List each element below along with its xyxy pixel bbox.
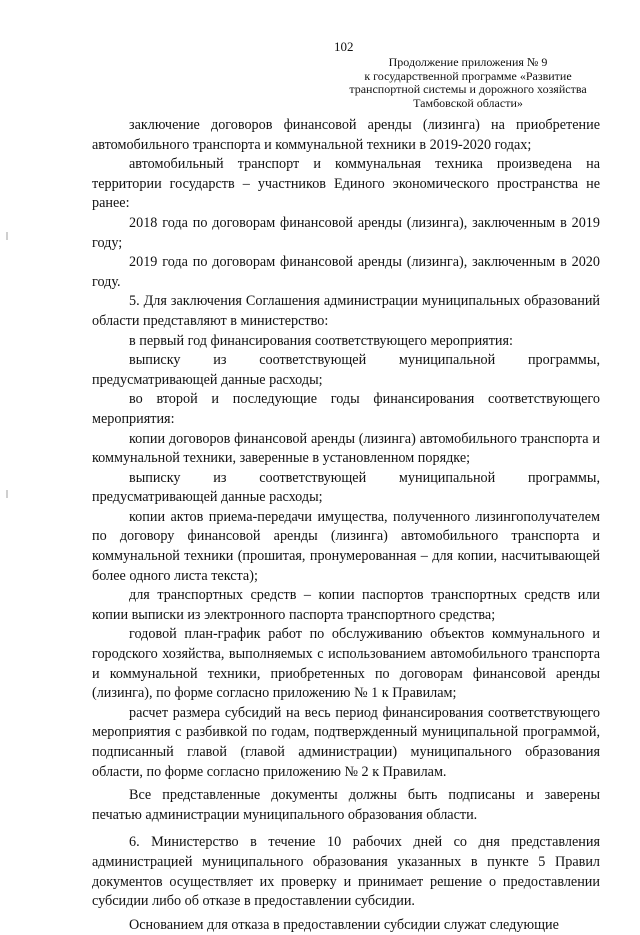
header-line: Продолжение приложения № 9 <box>388 55 548 69</box>
header-line: транспортной системы и дорожного хозяйства <box>349 82 587 97</box>
paragraph: расчет размера субсидий на весь период финансирования соответствующего мероприятия с разбивкой по годам, подтвержденный муниципальной программой, подписанный главой (главой администрации) муниципального образования области, по форме согласно приложению № 2 к Правилам. <box>92 704 600 780</box>
paragraph: автомобильный транспорт и коммунальная техника произведена на территории государств – участников Единого экономического пространства не ранее: <box>92 156 600 212</box>
scan-margin-mark <box>6 490 8 498</box>
paragraph: выписку из соответствующей муниципальной программы, предусматривающей данные расходы; <box>92 352 600 388</box>
scan-margin-mark <box>6 232 8 240</box>
header-line: Тамбовской области» <box>413 95 523 110</box>
paragraph: 2019 года по договорам финансовой аренды (лизинга), заключенным в 2020 году. <box>92 254 600 290</box>
paragraph: 6. Министерство в течение 10 рабочих дней со дня представления администрацией муниципального образования указанных в пункте 5 Правил документов осуществляет их проверку и принимает решение о предоставлении субсидии либо об отказе в предоставлении субсидии. <box>92 834 600 910</box>
page-number: 102 <box>334 39 354 54</box>
paragraph: 5. Для заключения Соглашения администрации муниципальных образований области представляют в министерство: <box>92 293 600 329</box>
paragraph: копии договоров финансовой аренды (лизинга) автомобильного транспорта и коммунальной техники, заверенные в установленном порядке; <box>92 430 600 467</box>
paragraph: копии актов приема-передачи имущества, полученного лизингополучателем по договору финансовой аренды (лизинга) автомобильного транспорта и коммунальной техники (прошитая, пронумерованная – для копии, насчитывающей более одного листа текста); <box>92 508 600 584</box>
paragraph: во второй и последующие годы финансирования соответствующего мероприятия: <box>92 391 600 427</box>
document-body <box>92 116 600 935</box>
paragraph: годовой план-график работ по обслуживанию объектов коммунального и городского хозяйства, выполняемых с использованием автомобильного транспорта и коммунальной техники, приобретенных по договорам финансовой аренды (лизинга), по форме согласно приложению № 1 к Правилам; <box>92 626 600 702</box>
paragraph: в первый год финансирования соответствующего мероприятия: <box>129 332 513 349</box>
paragraph: 2018 года по договорам финансовой аренды (лизинга), заключенным в 2019 году; <box>92 214 600 251</box>
paragraph: для транспортных средств – копии паспортов транспортных средств или копии выписки из электронного паспорта транспортного средства; <box>92 587 600 623</box>
paragraph: выписку из соответствующей муниципальной программы, предусматривающей данные расходы; <box>92 469 600 506</box>
paragraph: Основанием для отказа в предоставлении субсидии служат следующие <box>129 916 559 933</box>
header-line: к государственной программе «Развитие <box>364 68 572 83</box>
appendix-header <box>330 56 606 110</box>
paragraph: Все представленные документы должны быть подписаны и заверены печатью администрации муниципального образования области. <box>92 787 600 823</box>
paragraph: заключение договоров финансовой аренды (лизинга) на приобретение автомобильного транспорта и коммунальной техники в 2019-2020 годах; <box>92 117 600 153</box>
